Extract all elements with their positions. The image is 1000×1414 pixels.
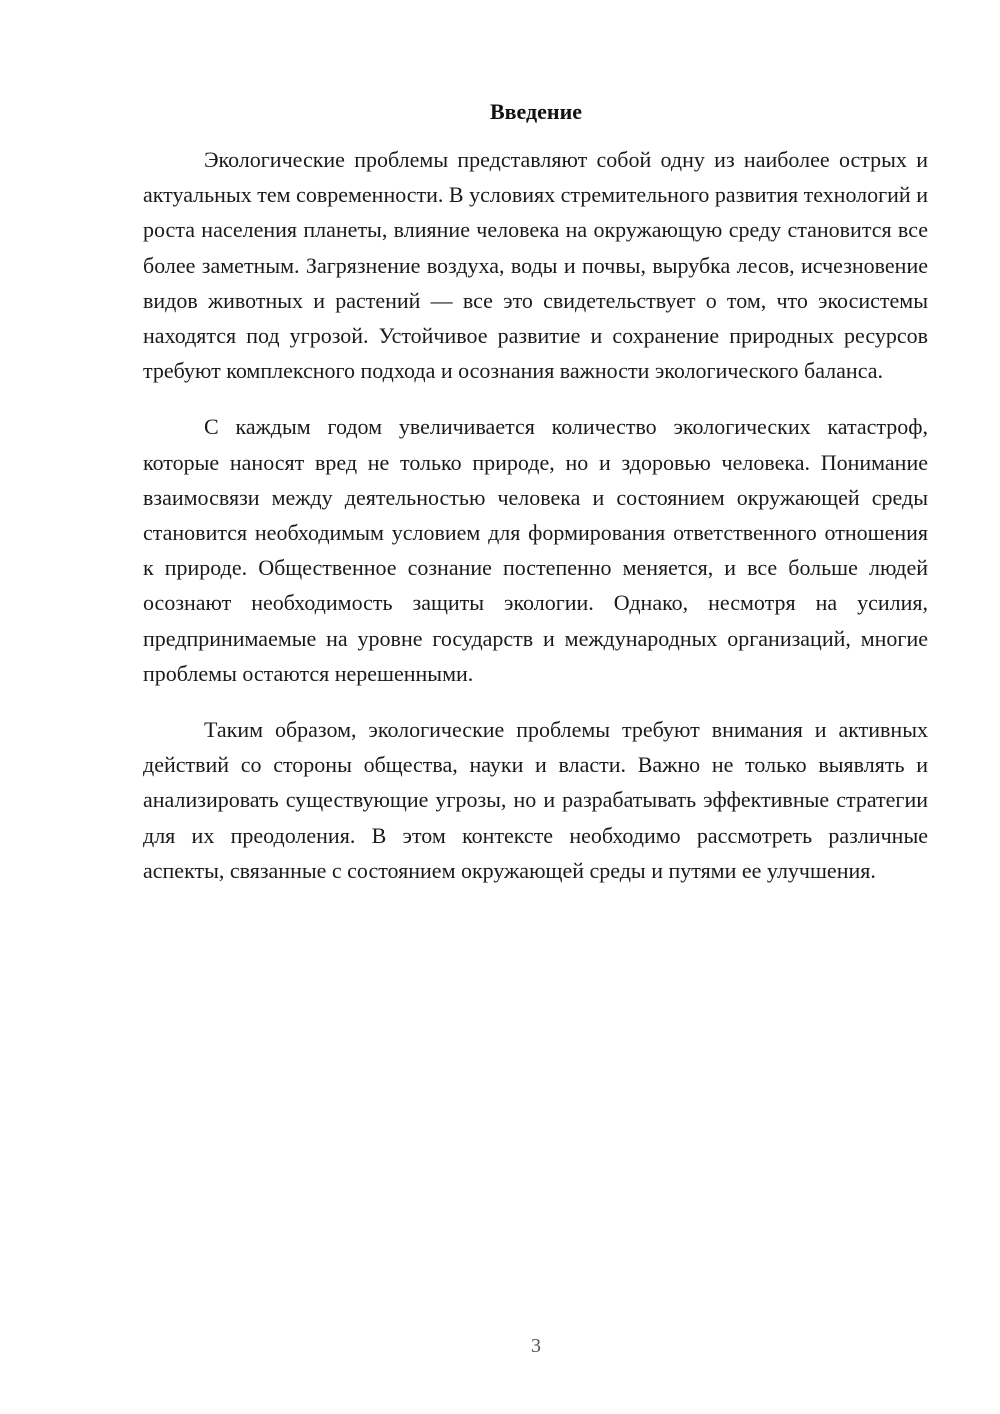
paragraph-2: С каждым годом увеличивается количество экологических катастроф, которые наносят вред не только природе, но и здоровью человека. Понимание взаимосвязи между деятельностью человека и состоянием окружающей среды становится необходимым условием для формирования ответственного отношения к природе. Общественное сознание постепенно меняется, и все больше людей осознают необходимость защиты экологии. Однако, несмотря на усилия, предпринимаемые на уровне государств и международных организаций, многие проблемы остаются нерешенными. xyxy=(143,414,928,686)
page-number: 3 xyxy=(531,1335,541,1357)
paragraph-1: Экологические проблемы представляют собой одну из наиболее острых и актуальных тем современности. В условиях стремительного развития технологий и роста населения планеты, влияние человека на окружающую среду становится все более заметным. Загрязнение воздуха, воды и почвы, вырубка лесов, исчезновение видов животных и растений — все это свидетельствует о том, что экосистемы находятся под угрозой. Устойчивое развитие и сохранение природных ресурсов требуют комплексного подхода и осознания важности экологического баланса. xyxy=(143,147,928,384)
document-body xyxy=(143,142,928,909)
page-title: Введение xyxy=(489,99,583,124)
paragraph-3: Таким образом, экологические проблемы требуют внимания и активных действий со стороны общества, науки и власти. Важно не только выявлять и анализировать существующие угрозы, но и разрабатывать эффективные стратегии для их преодоления. В этом контексте необходимо рассмотреть различные аспекты, связанные с состоянием окружающей среды и путями ее улучшения. xyxy=(143,717,928,883)
